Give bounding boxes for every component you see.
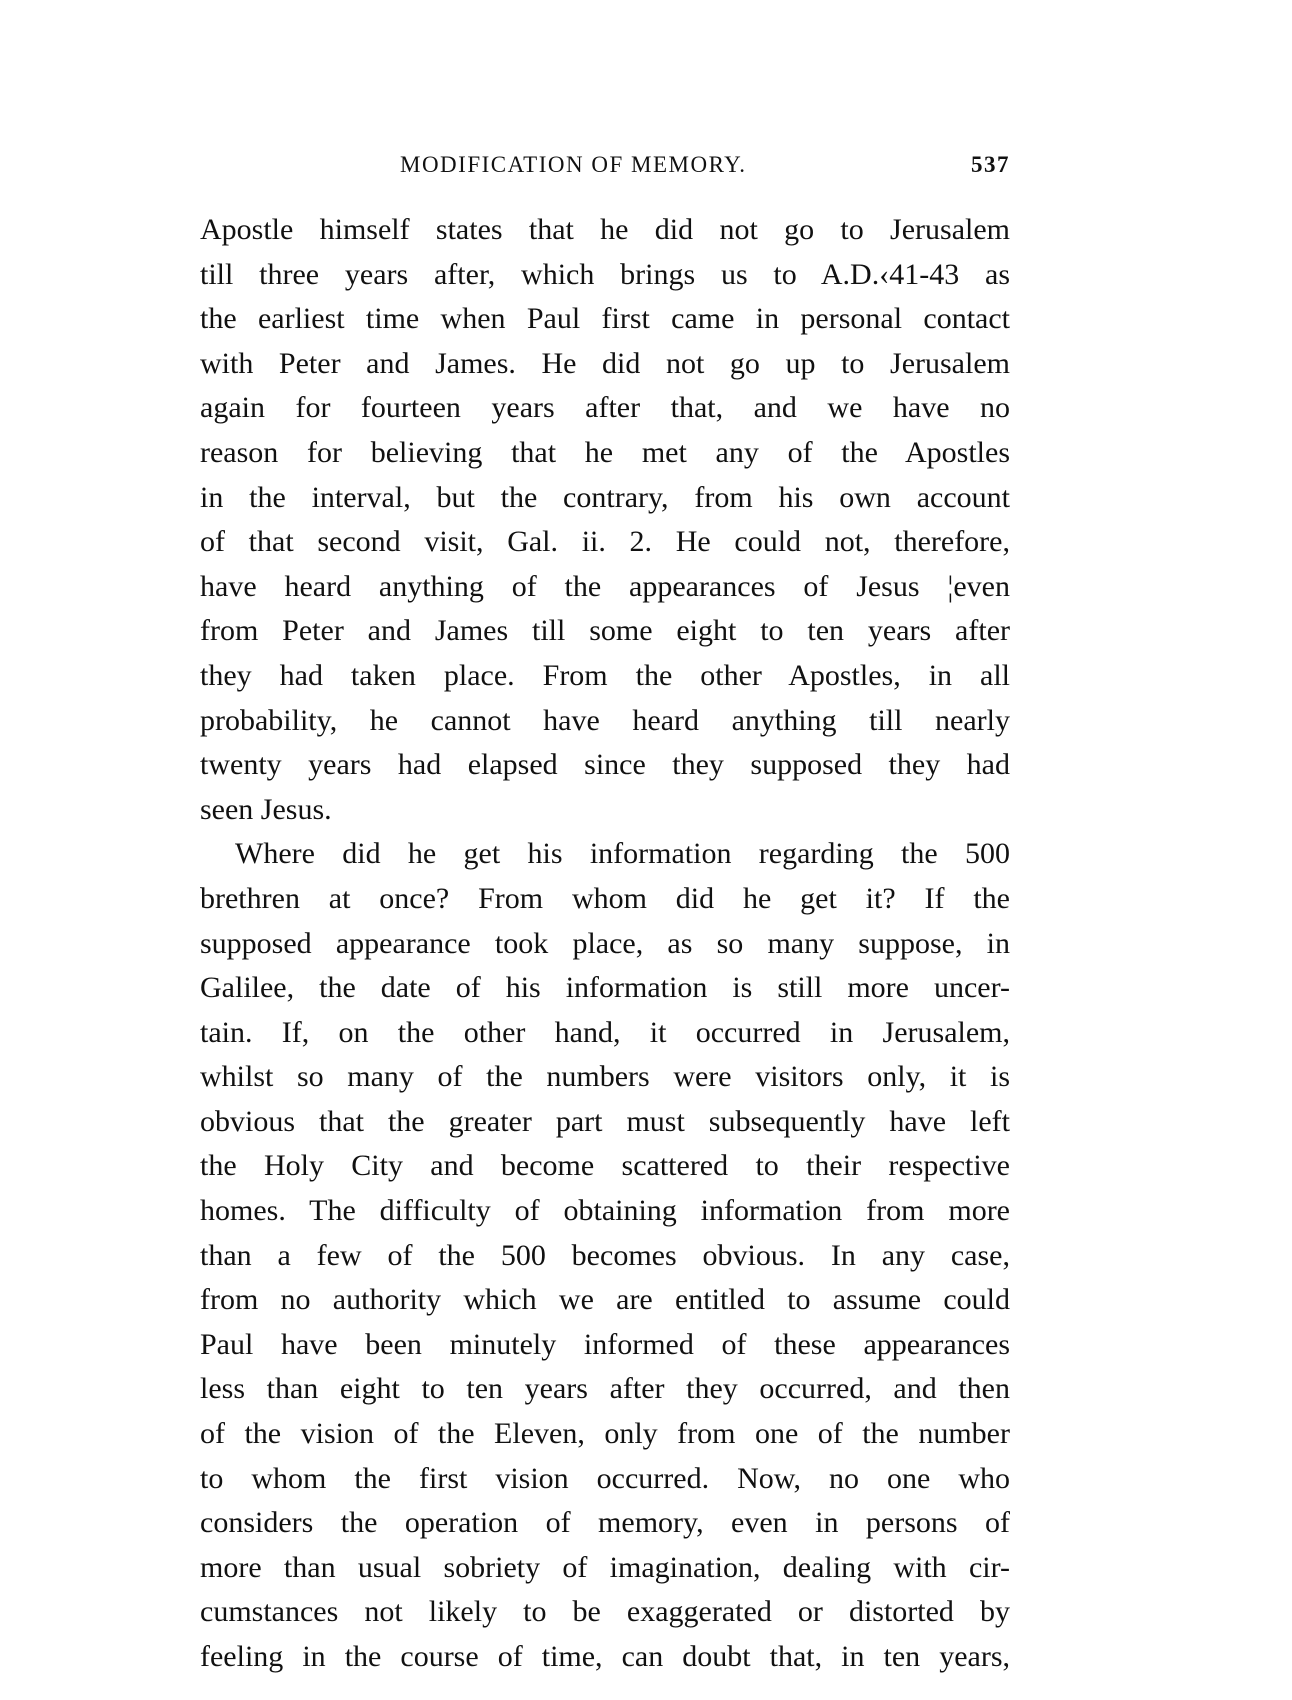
text-line: from Peter and James till some eight to ten years after (200, 614, 1010, 648)
text-line: the Holy City and become scattered to their respective (200, 1149, 1010, 1183)
running-title: MODIFICATION OF MEMORY. (400, 152, 747, 177)
text-line: less than eight to ten years after they occurred, and then (200, 1372, 1010, 1406)
text-line: Galilee, the date of his information is still more uncer- (200, 971, 1010, 1005)
body-text (200, 208, 1010, 1680)
text-line: seen Jesus. (200, 792, 332, 826)
text-line: twenty years had elapsed since they supposed they had (200, 748, 1010, 782)
text-line: to whom the first vision occurred. Now, no one who (200, 1461, 1010, 1495)
text-line: brethren at once? From whom did he get it? If the (200, 881, 1010, 915)
text-line: the earliest time when Paul first came in personal contact (200, 302, 1010, 336)
text-line: of the vision of the Eleven, only from one of the number (200, 1417, 1010, 1451)
text-line: Apostle himself states that he did not go to Jerusalem (200, 213, 1010, 246)
text-line: considers the operation of memory, even in persons of (200, 1506, 1010, 1540)
text-line: till three years after, which brings us to A.D.‹41-43 as (200, 257, 1010, 291)
text-line: supposed appearance took place, as so many suppose, in (200, 926, 1010, 960)
text-line: with Peter and James. He did not go up to Jerusalem (200, 346, 1010, 380)
text-line: feeling in the course of time, can doubt that, in ten years, (200, 1640, 1010, 1673)
text-line: from no authority which we are entitled to assume could (200, 1283, 1010, 1317)
text-line: again for fourteen years after that, and we have no (200, 391, 1010, 425)
text-line: than a few of the 500 becomes obvious. In any case, (200, 1238, 1010, 1272)
text-line: cumstances not likely to be exaggerated or distorted by (200, 1595, 1010, 1629)
text-line: in the interval, but the contrary, from his own account (200, 480, 1010, 514)
text-line: they had taken place. From the other Apostles, in all (200, 658, 1010, 692)
text-line: Paul have been minutely informed of these appearances (200, 1327, 1010, 1361)
text-line: more than usual sobriety of imagination, dealing with cir- (200, 1550, 1010, 1584)
text-line: whilst so many of the numbers were visitors only, it is (200, 1060, 1010, 1094)
text-line: obvious that the greater part must subsequently have left (200, 1104, 1010, 1138)
text-line: reason for believing that he met any of the Apostles (200, 435, 1010, 469)
running-head (200, 152, 1010, 182)
paragraph-start-line: Where did he get his information regarding the 500 (235, 837, 1010, 871)
text-line: tain. If, on the other hand, it occurred in Jerusalem, (200, 1015, 1010, 1049)
text-line: have heard anything of the appearances of Jesus ¦even (200, 569, 1010, 603)
text-line: homes. The difficulty of obtaining information from more (200, 1194, 1010, 1228)
page-number: 537 (971, 152, 1010, 177)
text-line: of that second visit, Gal. ii. 2. He could not, therefore, (200, 525, 1010, 559)
text-line: probability, he cannot have heard anything till nearly (200, 703, 1010, 737)
